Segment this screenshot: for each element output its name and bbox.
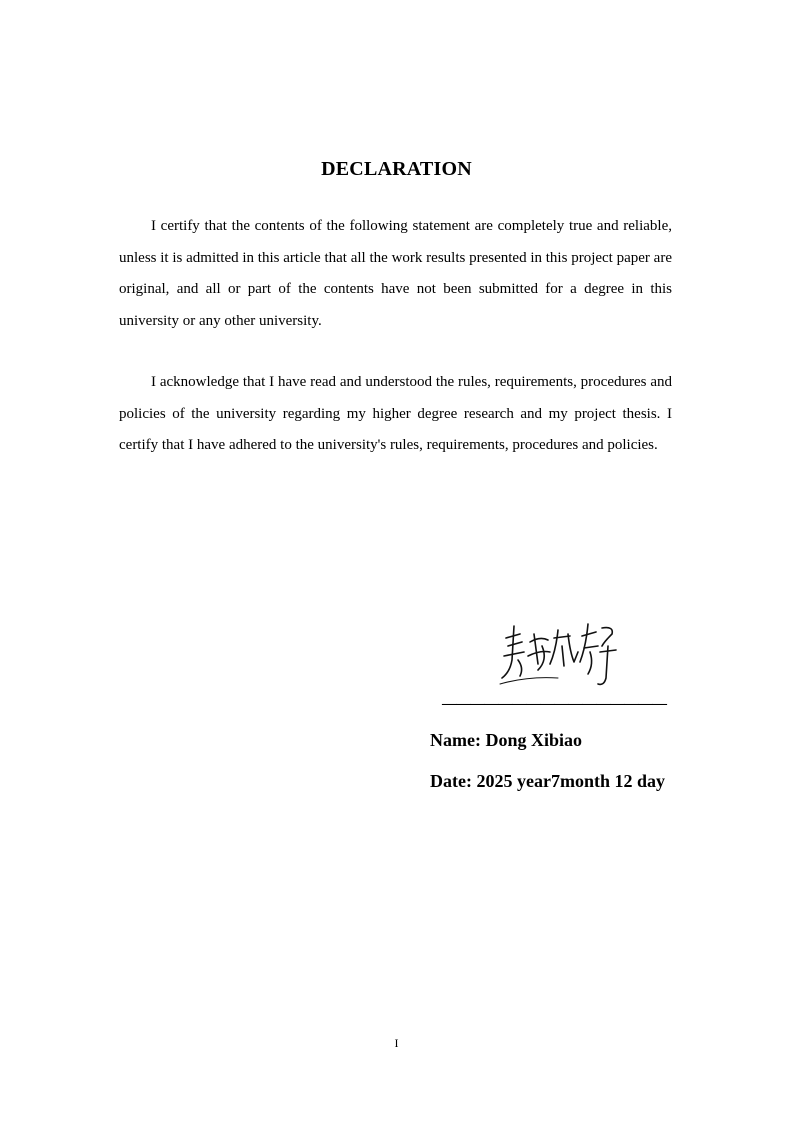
handwritten-signature (498, 616, 618, 696)
signature-block (430, 616, 680, 712)
declaration-paragraph-1: I certify that the contents of the following statement are completely true and reliable, unless it is admitted in this article that all the work results presented in this project paper are original, and all or part of the contents have not been submitted for a degree in this university or any other university. (119, 218, 672, 329)
declaration-paragraph-2: I acknowledge that I have read and understood the rules, requirements, procedures and policies of the university regarding my higher degree research and my project thesis. I certify that I have adhered to the university's rules, requirements, procedures and policies. (119, 374, 672, 453)
signature-date: Date: 2025 year7month 12 day (430, 771, 665, 791)
signer-name: Name: Dong Xibiao (430, 730, 582, 750)
page-number: I (394, 1036, 399, 1050)
signature-line: ———————————————— (442, 696, 666, 712)
page-title: DECLARATION (321, 158, 472, 180)
